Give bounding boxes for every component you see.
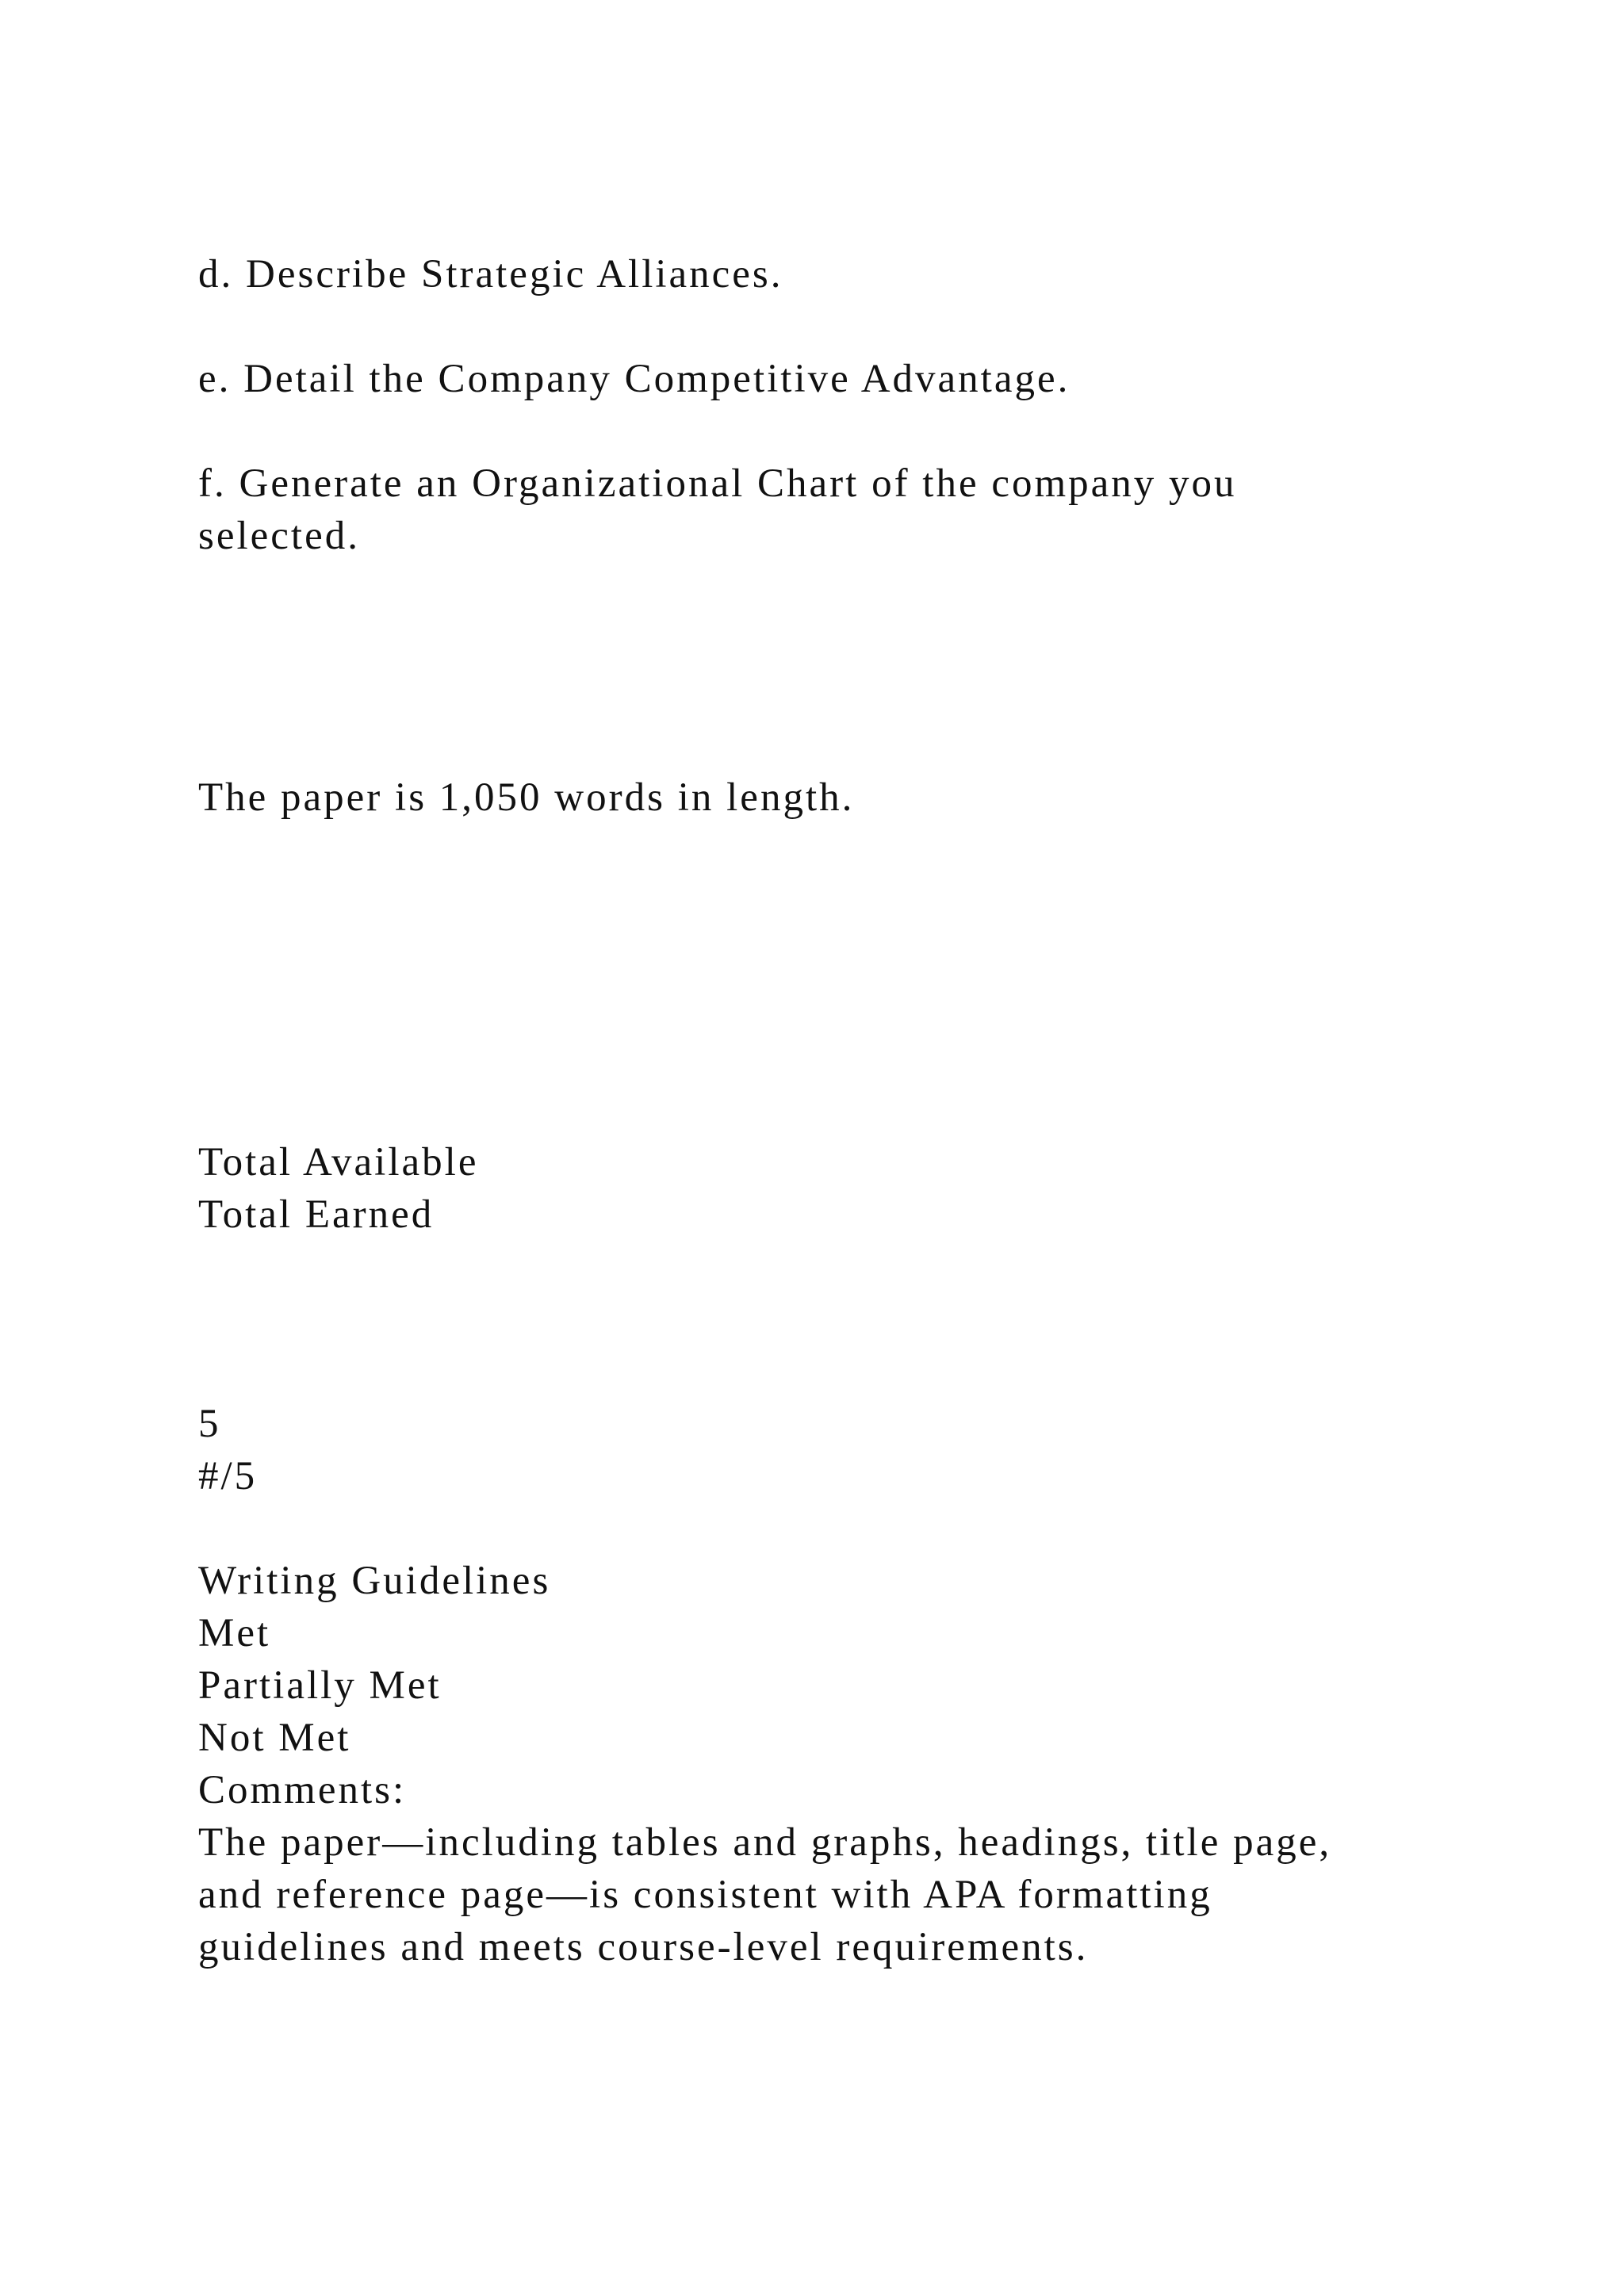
guidelines-description-line-1: The paper—including tables and graphs, headings, title page,	[198, 1820, 1332, 1865]
comments-label: Comments:	[198, 1768, 407, 1812]
total-earned-label: Total Earned	[198, 1192, 435, 1237]
option-met: Met	[198, 1611, 271, 1655]
item-f-org-chart-line-1: f. Generate an Organizational Chart of the company you	[198, 461, 1237, 506]
guidelines-description-line-2: and reference page—is consistent with APA formatting	[198, 1873, 1212, 1917]
guidelines-description-line-3: guidelines and meets course-level requirements.	[198, 1925, 1089, 1969]
option-not-met: Not Met	[198, 1716, 351, 1760]
total-available-label: Total Available	[198, 1140, 479, 1184]
length-statement: The paper is 1,050 words in length.	[198, 775, 855, 820]
item-f-org-chart-line-2: selected.	[198, 514, 360, 558]
total-earned-value: #/5	[198, 1454, 258, 1498]
item-d-strategic-alliances: d. Describe Strategic Alliances.	[198, 252, 783, 297]
total-available-value: 5	[198, 1402, 221, 1446]
item-e-competitive-advantage: e. Detail the Company Competitive Advantage.	[198, 357, 1071, 401]
writing-guidelines-title: Writing Guidelines	[198, 1559, 551, 1603]
option-partially-met: Partially Met	[198, 1663, 442, 1708]
